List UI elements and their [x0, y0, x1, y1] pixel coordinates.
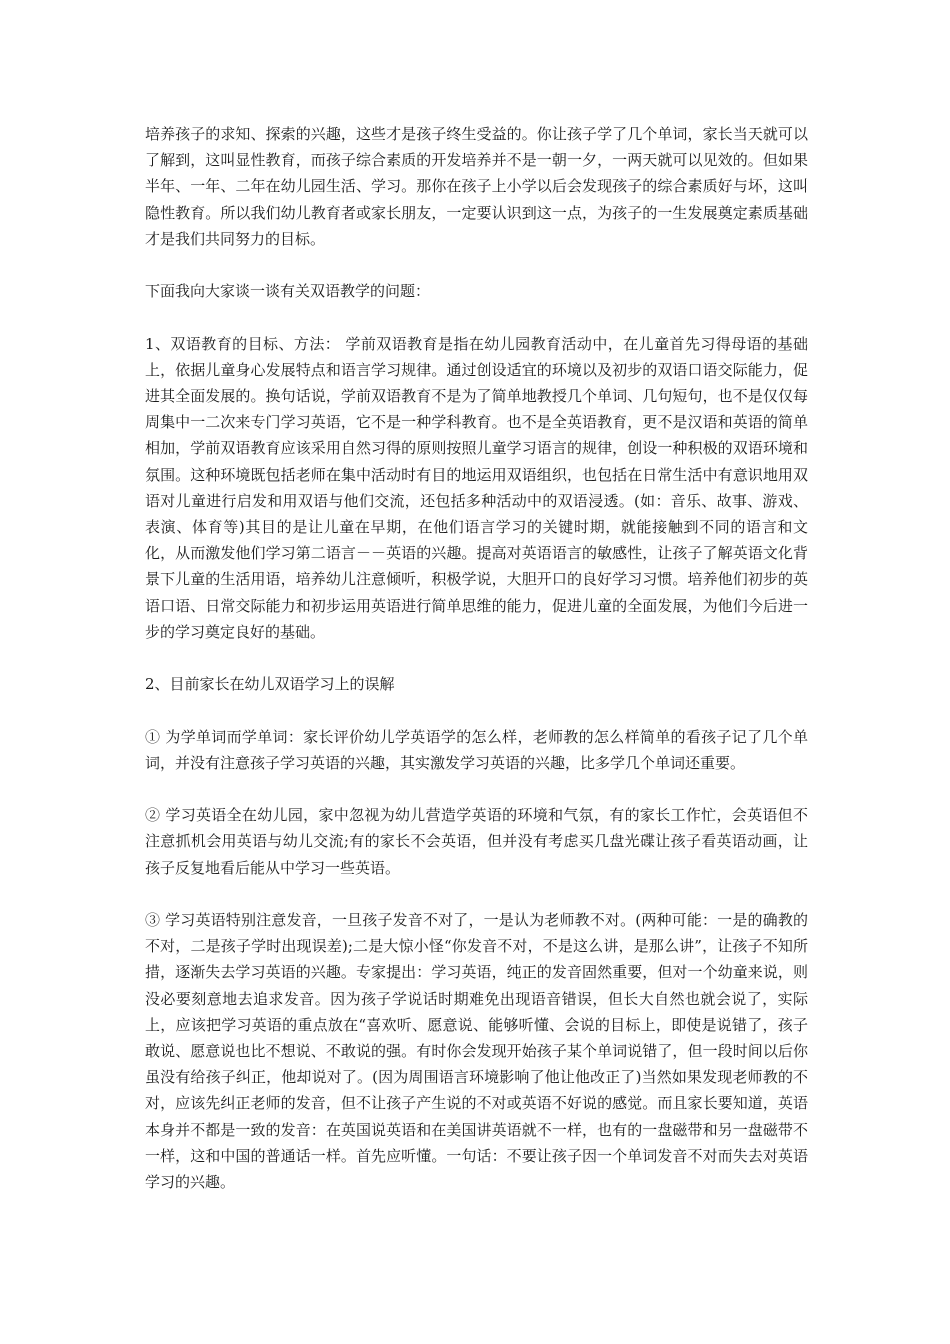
- paragraph-misconception-3: ③ 学习英语特别注意发音，一旦孩子发音不对了，一是认为老师教不对。(两种可能：一是的确教的不对，二是孩子学时出现误差);二是大惊小怪“你发音不对，不是这么讲，是那么讲”，让孩子不知所措，逐渐失去学习英语的兴趣。专家提出：学习英语，纯正的发音固然重要，但对一个幼童来说，则没必要刻意地去追求发音。因为孩子学说话时期难免出现语音错误，但长大自然也就会说了，实际上，应该把学习英语的重点放在“喜欢听、愿意说、能够听懂、会说的目标上，即使是说错了，孩子敢说、愿意说也比不想说、不敢说的强。有时你会发现开始孩子某个单词说错了，但一段时间以后你虽没有给孩子纠正，他却说对了。(因为周围语言环境影响了他让他改正了)当然如果发现老师教的不对，应该先纠正老师的发音，但不让孩子产生说的不对或英语不好说的感觉。而且家长要知道，英语本身并不都是一致的发音：在英国说英语和在美国讲英语就不一样，也有的一盘磁带和另一盘磁带不一样，这和中国的普通话一样。首先应听懂。一句话：不要让孩子因一个单词发音不对而失去对英语学习的兴趣。: [145, 911, 808, 1192]
- paragraph-intro: 培养孩子的求知、探索的兴趣，这些才是孩子终生受益的。你让孩子学了几个单词，家长当天就可以了解到，这叫显性教育，而孩子综合素质的开发培养并不是一朝一夕，一两天就可以见效的。但如果半年、一年、二年在幼儿园生活、学习。那你在孩子上小学以后会发现孩子的综合素质好与坏，这叫隐性教育。所以我们幼儿教育者或家长朋友，一定要认识到这一点，为孩子的一生发展奠定素质基础才是我们共同努力的目标。: [145, 125, 808, 248]
- paragraph-section-1: 1、双语教育的目标、方法： 学前双语教育是指在幼儿园教育活动中，在儿童首先习得母语的基础上，依据儿童身心发展特点和语言学习规律。通过创设适宜的环境以及初步的双语口语交际能力，促进其全面发展的。换句话说，学前双语教育不是为了简单地教授几个单词、几句短句，也不是仅仅每周集中一二次来专门学习英语，它不是一种学科教育。也不是全英语教育，更不是汉语和英语的简单相加，学前双语教育应该采用自然习得的原则按照儿童学习语言的规律，创设一种积极的双语环境和氛围。这种环境既包括老师在集中活动时有目的地运用双语组织，也包括在日常生活中有意识地用双语对儿童进行启发和用双语与他们交流，还包括多种活动中的双语浸透。(如：音乐、故事、游戏、表演、体育等)其目的是让儿童在早期，在他们语言学习的关键时期，就能接触到不同的语言和文化，从而激发他们学习第二语言－－英语的兴趣。提高对英语语言的敏感性，让孩子了解英语文化背景下儿童的生活用语，培养幼儿注意倾听，积极学说，大胆开口的良好学习习惯。培养他们初步的英语口语、日常交际能力和初步运用英语进行简单思维的能力，促进儿童的全面发展，为他们今后进一步的学习奠定良好的基础。: [145, 334, 808, 641]
- paragraph-misconception-2: ② 学习英语全在幼儿园，家中忽视为幼儿营造学英语的环境和气氛，有的家长工作忙，会英语但不注意抓机会用英语与幼儿交流;有的家长不会英语，但并没有考虑买几盘光碟让孩子看英语动画，让孩子反复地看后能从中学习一些英语。: [145, 806, 808, 877]
- paragraph-section-2-heading: 2、目前家长在幼儿双语学习上的误解: [145, 675, 395, 694]
- document-body: [145, 121, 808, 1195]
- paragraph-topic-lead: 下面我向大家谈一谈有关双语教学的问题：: [145, 282, 431, 301]
- paragraph-misconception-1: ① 为学单词而学单词：家长评价幼儿学英语学的怎么样，老师教的怎么样简单的看孩子记了几个单词，并没有注意孩子学习英语的兴趣，其实激发学习英语的兴趣，比多学几个单词还重要。: [145, 727, 808, 772]
